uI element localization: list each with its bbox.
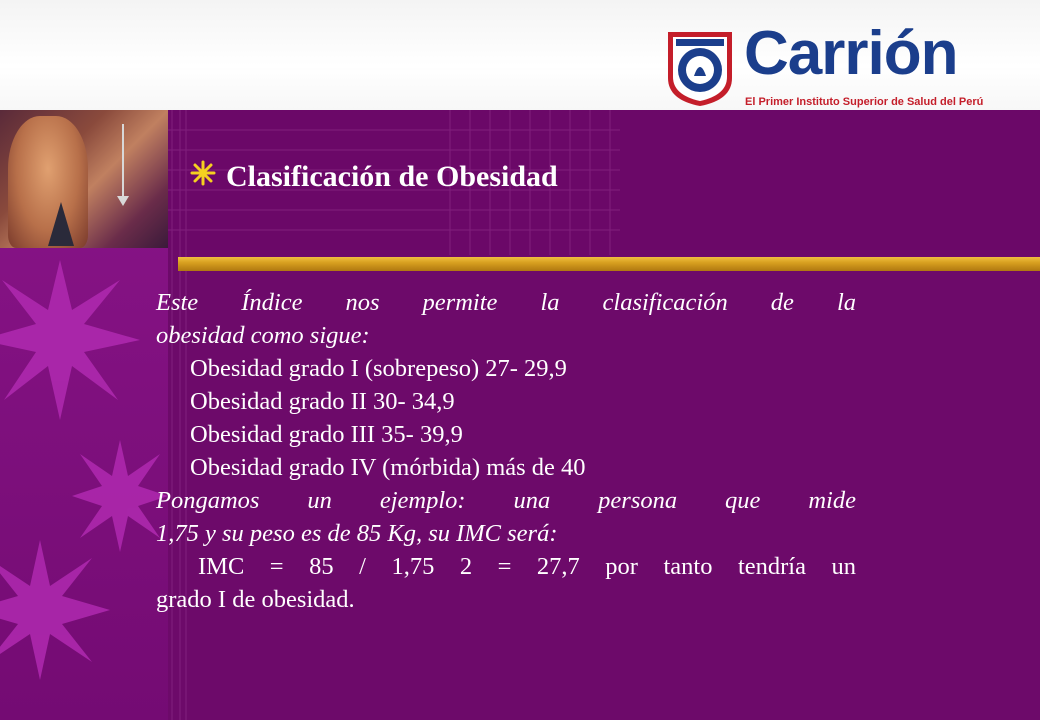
slide-title: Clasificación de Obesidad [226, 160, 558, 193]
grade-item: Obesidad grado III 35- 39,9 [190, 421, 463, 448]
gold-divider [178, 257, 1040, 271]
arrow-down-icon [122, 124, 124, 200]
star-bullet-icon [190, 160, 216, 186]
starburst-decoration-icon [0, 240, 168, 720]
anatomy-photo [0, 110, 168, 248]
institute-emblem-icon [664, 28, 736, 108]
calc-line-1: IMC = 85 / 1,75 2 = 27,7 por tanto tendría un [198, 553, 856, 580]
slide-body [156, 286, 856, 616]
logo-tagline: El Primer Instituto Superior de Salud del Perú [745, 96, 984, 108]
example-line-1: Pongamos un ejemplo: una persona que mide [156, 487, 856, 514]
calc-line-2: grado I de obesidad. [156, 586, 355, 613]
torso-image [8, 116, 88, 248]
grade-item: Obesidad grado IV (mórbida) más de 40 [190, 454, 586, 481]
intro-line-1: Este Índice nos permite la clasificación de la [156, 289, 856, 316]
grade-item: Obesidad grado II 30- 34,9 [190, 388, 455, 415]
arrowhead-icon [117, 196, 129, 206]
logo-wordmark: Carrión [744, 19, 958, 88]
example-line-2: 1,75 y su peso es de 85 Kg, su IMC será: [156, 520, 558, 547]
slide [0, 110, 1040, 720]
grade-item: Obesidad grado I (sobrepeso) 27- 29,9 [190, 355, 567, 382]
header [0, 0, 1040, 110]
intro-line-2: obesidad como sigue: [156, 322, 370, 349]
